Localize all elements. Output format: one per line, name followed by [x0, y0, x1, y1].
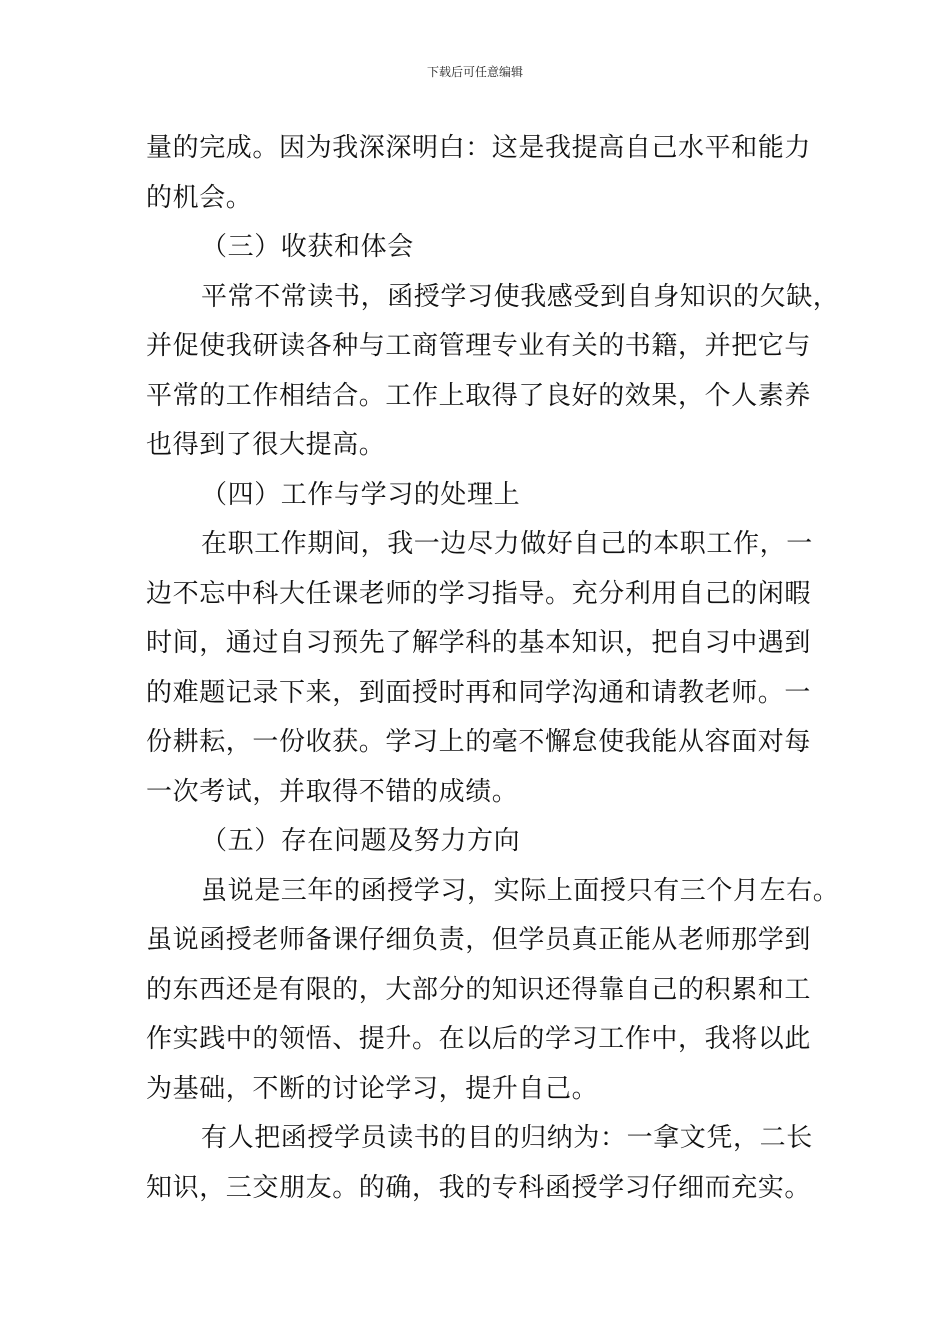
text-line: 的机会。 — [146, 182, 253, 213]
document-body — [146, 124, 840, 1213]
paragraph-first-line: 虽说是三年的函授学习，实际上面授只有三个月左右。 — [201, 875, 840, 906]
text-line: 平常的工作相结合。工作上取得了良好的效果，个人素养 — [146, 380, 812, 411]
text-line: 也得到了很大提高。 — [146, 430, 386, 460]
section-heading: （五）存在问题及努力方向 — [201, 826, 521, 856]
paragraph-first-line: 有人把函授学员读书的目的归纳为：一拿文凭，二长 — [201, 1123, 813, 1153]
text-line: 一次考试，并取得不错的成绩。 — [146, 776, 519, 807]
text-line: 虽说函授老师备课仔细负责，但学员真正能从老师那学到 — [146, 925, 812, 955]
text-line: 份耕耘，一份收获。学习上的毫不懈怠使我能从容面对每 — [146, 727, 812, 757]
text-line: 作实践中的领悟、提升。在以后的学习工作中，我将以此 — [146, 1024, 812, 1054]
text-line: 边不忘中科大任课老师的学习指导。充分利用自己的闲暇 — [146, 578, 812, 609]
text-line: 为基础，不断的讨论学习，提升自己。 — [146, 1073, 599, 1104]
text-line: 的难题记录下来，到面授时再和同学沟通和请教老师。一 — [146, 677, 812, 708]
text-line: 时间，通过自习预先了解学科的基本知识，把自习中遇到 — [146, 628, 812, 658]
section-heading: （三）收获和体会 — [201, 232, 414, 262]
page-header: 下载后可任意编辑 — [426, 65, 523, 79]
section-heading: （四）工作与学习的处理上 — [201, 479, 521, 510]
text-line: 并促使我研读各种与工商管理专业有关的书籍，并把它与 — [146, 331, 812, 361]
paragraph-first-line: 平常不常读书，函授学习使我感受到自身知识的欠缺， — [201, 281, 840, 312]
paragraph-first-line: 在职工作期间，我一边尽力做好自己的本职工作，一 — [201, 529, 813, 559]
text-line: 的东西还是有限的，大部分的知识还得靠自己的积累和工 — [146, 974, 812, 1005]
text-line: 量的完成。因为我深深明白：这是我提高自己水平和能力 — [146, 133, 812, 163]
text-line: 知识，三交朋友。的确，我的专科函授学习仔细而充实。 — [146, 1172, 812, 1203]
